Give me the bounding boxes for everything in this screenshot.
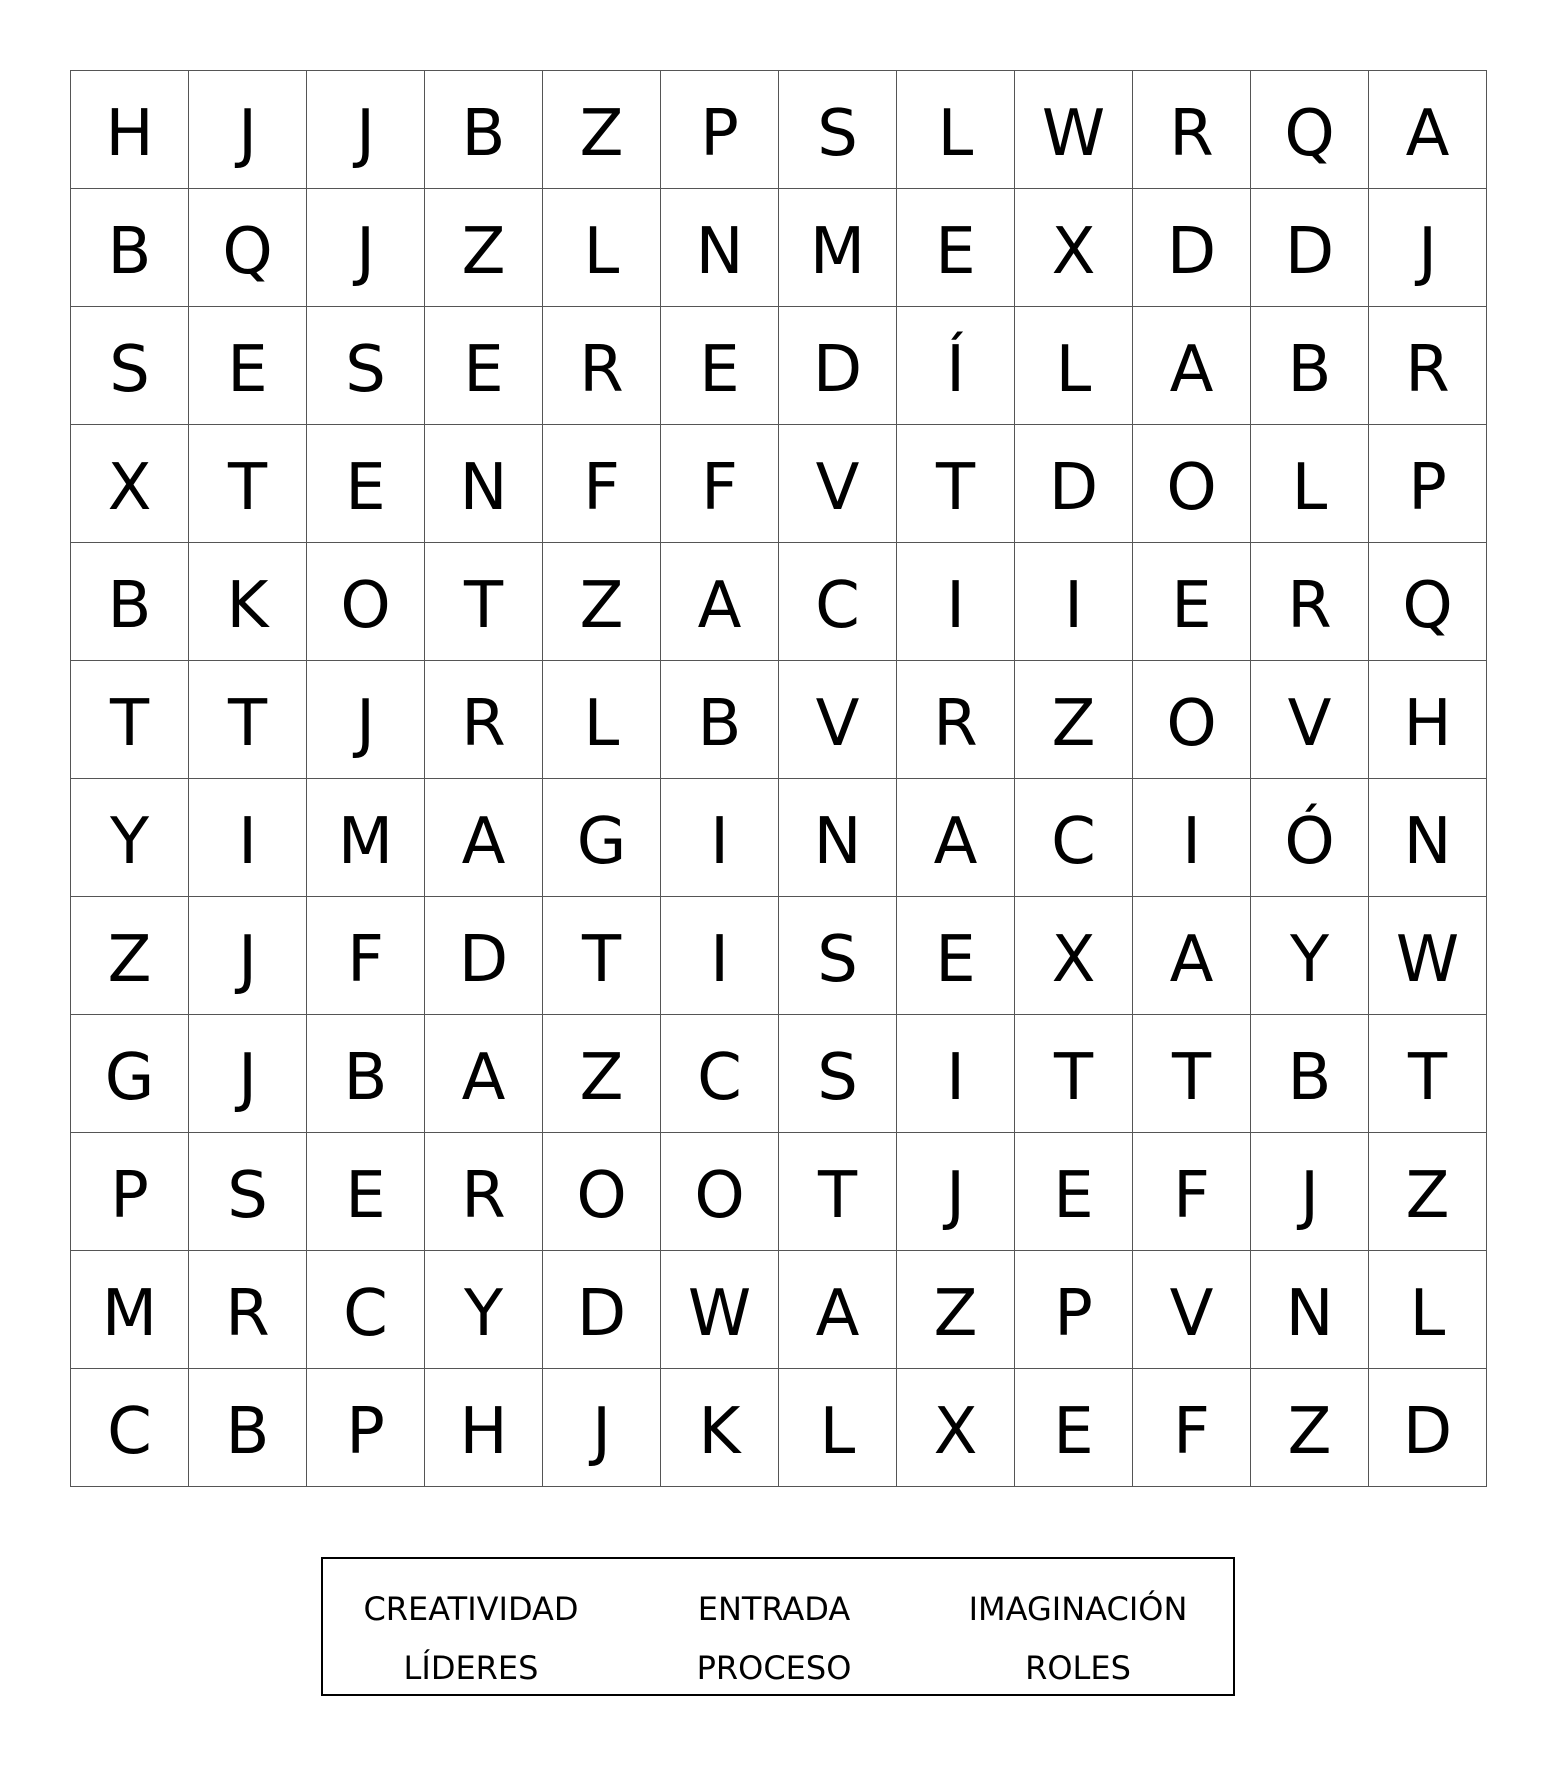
grid-cell-r5-c1[interactable]: B [71,543,189,661]
grid-cell-r6-c5[interactable]: L [543,661,661,779]
grid-cell-r4-c7[interactable]: V [779,425,897,543]
grid-cell-r5-c9[interactable]: I [1015,543,1133,661]
grid-cell-r12-c9[interactable]: E [1015,1369,1133,1487]
grid-cell-r10-c2[interactable]: S [189,1133,307,1251]
grid-cell-r2-c12[interactable]: J [1369,189,1487,307]
grid-cell-r1-c1[interactable]: H [71,71,189,189]
grid-cell-r8-c3[interactable]: F [307,897,425,1015]
grid-cell-r12-c12[interactable]: D [1369,1369,1487,1487]
grid-cell-r3-c1[interactable]: S [71,307,189,425]
grid-cell-r12-c3[interactable]: P [307,1369,425,1487]
word-list-item: ROLES [1025,1649,1131,1687]
grid-cell-r9-c12[interactable]: T [1369,1015,1487,1133]
grid-cell-r3-c5[interactable]: R [543,307,661,425]
grid-cell-r11-c12[interactable]: L [1369,1251,1487,1369]
grid-cell-r4-c3[interactable]: E [307,425,425,543]
grid-cell-r8-c1[interactable]: Z [71,897,189,1015]
grid-cell-r1-c9[interactable]: W [1015,71,1133,189]
grid-cell-r8-c12[interactable]: W [1369,897,1487,1015]
grid-cell-r12-c5[interactable]: J [543,1369,661,1487]
grid-cell-r8-c10[interactable]: A [1133,897,1251,1015]
grid-cell-r6-c8[interactable]: R [897,661,1015,779]
grid-cell-r4-c5[interactable]: F [543,425,661,543]
word-list-item: ENTRADA [697,1590,851,1628]
grid-cell-r5-c5[interactable]: Z [543,543,661,661]
grid-cell-r7-c7[interactable]: N [779,779,897,897]
grid-cell-r2-c3[interactable]: J [307,189,425,307]
grid-cell-r4-c12[interactable]: P [1369,425,1487,543]
grid-cell-r4-c11[interactable]: L [1251,425,1369,543]
grid-cell-r9-c7[interactable]: S [779,1015,897,1133]
grid-cell-r11-c1[interactable]: M [71,1251,189,1369]
grid-cell-r3-c3[interactable]: S [307,307,425,425]
grid-cell-r2-c1[interactable]: B [71,189,189,307]
grid-cell-r6-c11[interactable]: V [1251,661,1369,779]
grid-cell-r5-c10[interactable]: E [1133,543,1251,661]
grid-cell-r8-c8[interactable]: E [897,897,1015,1015]
grid-cell-r10-c5[interactable]: O [543,1133,661,1251]
grid-cell-r6-c7[interactable]: V [779,661,897,779]
grid-cell-r6-c6[interactable]: B [661,661,779,779]
grid-cell-r6-c3[interactable]: J [307,661,425,779]
grid-cell-r9-c3[interactable]: B [307,1015,425,1133]
word-list-box [321,1557,1235,1696]
grid-cell-r7-c11[interactable]: Ó [1251,779,1369,897]
grid-cell-r7-c4[interactable]: A [425,779,543,897]
grid-cell-r1-c10[interactable]: R [1133,71,1251,189]
grid-cell-r7-c10[interactable]: I [1133,779,1251,897]
grid-cell-r12-c11[interactable]: Z [1251,1369,1369,1487]
word-list-item: IMAGINACIÓN [968,1590,1188,1628]
grid-cell-r7-c1[interactable]: Y [71,779,189,897]
grid-cell-r11-c5[interactable]: D [543,1251,661,1369]
grid-cell-r9-c2[interactable]: J [189,1015,307,1133]
grid-cell-r1-c2[interactable]: J [189,71,307,189]
grid-cell-r10-c8[interactable]: J [897,1133,1015,1251]
grid-cell-r6-c12[interactable]: H [1369,661,1487,779]
grid-cell-r11-c10[interactable]: V [1133,1251,1251,1369]
grid-cell-r8-c6[interactable]: I [661,897,779,1015]
grid-cell-r2-c8[interactable]: E [897,189,1015,307]
grid-cell-r4-c9[interactable]: D [1015,425,1133,543]
grid-cell-r2-c10[interactable]: D [1133,189,1251,307]
grid-cell-r5-c4[interactable]: T [425,543,543,661]
grid-cell-r12-c8[interactable]: X [897,1369,1015,1487]
grid-cell-r1-c4[interactable]: B [425,71,543,189]
grid-cell-r12-c7[interactable]: L [779,1369,897,1487]
grid-cell-r8-c9[interactable]: X [1015,897,1133,1015]
grid-cell-r10-c12[interactable]: Z [1369,1133,1487,1251]
grid-cell-r7-c3[interactable]: M [307,779,425,897]
grid-cell-r9-c9[interactable]: T [1015,1015,1133,1133]
word-search-grid [70,70,1487,1487]
grid-cell-r3-c10[interactable]: A [1133,307,1251,425]
grid-cell-r1-c7[interactable]: S [779,71,897,189]
grid-cell-r2-c7[interactable]: M [779,189,897,307]
word-list-item: LÍDERES [403,1649,539,1687]
grid-cell-r10-c10[interactable]: F [1133,1133,1251,1251]
grid-cell-r9-c6[interactable]: C [661,1015,779,1133]
grid-cell-r4-c10[interactable]: O [1133,425,1251,543]
grid-cell-r9-c1[interactable]: G [71,1015,189,1133]
grid-cell-r10-c9[interactable]: E [1015,1133,1133,1251]
grid-cell-r3-c11[interactable]: B [1251,307,1369,425]
grid-cell-r11-c3[interactable]: C [307,1251,425,1369]
grid-cell-r1-c8[interactable]: L [897,71,1015,189]
grid-cell-r7-c6[interactable]: I [661,779,779,897]
grid-cell-r2-c4[interactable]: Z [425,189,543,307]
grid-cell-r6-c9[interactable]: Z [1015,661,1133,779]
grid-cell-r2-c9[interactable]: X [1015,189,1133,307]
grid-cell-r8-c11[interactable]: Y [1251,897,1369,1015]
grid-cell-r2-c6[interactable]: N [661,189,779,307]
grid-cell-r5-c8[interactable]: I [897,543,1015,661]
grid-cell-r6-c2[interactable]: T [189,661,307,779]
grid-cell-r12-c10[interactable]: F [1133,1369,1251,1487]
grid-cell-r4-c8[interactable]: T [897,425,1015,543]
grid-cell-r12-c2[interactable]: B [189,1369,307,1487]
grid-cell-r4-c4[interactable]: N [425,425,543,543]
grid-cell-r2-c11[interactable]: D [1251,189,1369,307]
word-list-item: PROCESO [696,1649,852,1687]
grid-cell-r5-c3[interactable]: O [307,543,425,661]
grid-cell-r9-c10[interactable]: T [1133,1015,1251,1133]
grid-cell-r10-c6[interactable]: O [661,1133,779,1251]
grid-cell-r9-c11[interactable]: B [1251,1015,1369,1133]
grid-cell-r5-c12[interactable]: Q [1369,543,1487,661]
grid-cell-r11-c4[interactable]: Y [425,1251,543,1369]
grid-cell-r10-c4[interactable]: R [425,1133,543,1251]
grid-cell-r2-c5[interactable]: L [543,189,661,307]
grid-cell-r11-c2[interactable]: R [189,1251,307,1369]
grid-cell-r1-c3[interactable]: J [307,71,425,189]
grid-cell-r9-c4[interactable]: A [425,1015,543,1133]
grid-cell-r8-c4[interactable]: D [425,897,543,1015]
grid-cell-r8-c7[interactable]: S [779,897,897,1015]
grid-cell-r5-c2[interactable]: K [189,543,307,661]
grid-cell-r3-c12[interactable]: R [1369,307,1487,425]
grid-cell-r6-c4[interactable]: R [425,661,543,779]
grid-cell-r3-c6[interactable]: E [661,307,779,425]
grid-cell-r9-c8[interactable]: I [897,1015,1015,1133]
grid-cell-r7-c12[interactable]: N [1369,779,1487,897]
grid-cell-r3-c2[interactable]: E [189,307,307,425]
grid-cell-r5-c6[interactable]: A [661,543,779,661]
grid-cell-r10-c3[interactable]: E [307,1133,425,1251]
grid-cell-r7-c5[interactable]: G [543,779,661,897]
grid-cell-r4-c2[interactable]: T [189,425,307,543]
grid-cell-r3-c8[interactable]: Í [897,307,1015,425]
grid-cell-r11-c11[interactable]: N [1251,1251,1369,1369]
grid-cell-r12-c1[interactable]: C [71,1369,189,1487]
grid-cell-r1-c6[interactable]: P [661,71,779,189]
grid-cell-r11-c9[interactable]: P [1015,1251,1133,1369]
grid-cell-r8-c2[interactable]: J [189,897,307,1015]
grid-cell-r11-c8[interactable]: Z [897,1251,1015,1369]
grid-cell-r5-c11[interactable]: R [1251,543,1369,661]
grid-cell-r11-c7[interactable]: A [779,1251,897,1369]
grid-cell-r9-c5[interactable]: Z [543,1015,661,1133]
grid-cell-r1-c11[interactable]: Q [1251,71,1369,189]
grid-cell-r1-c12[interactable]: A [1369,71,1487,189]
grid-cell-r6-c10[interactable]: O [1133,661,1251,779]
grid-cell-r7-c2[interactable]: I [189,779,307,897]
grid-cell-r3-c7[interactable]: D [779,307,897,425]
grid-cell-r7-c9[interactable]: C [1015,779,1133,897]
grid-cell-r3-c9[interactable]: L [1015,307,1133,425]
grid-cell-r1-c5[interactable]: Z [543,71,661,189]
grid-cell-r3-c4[interactable]: E [425,307,543,425]
grid-cell-r10-c7[interactable]: T [779,1133,897,1251]
grid-cell-r2-c2[interactable]: Q [189,189,307,307]
grid-cell-r12-c6[interactable]: K [661,1369,779,1487]
grid-cell-r7-c8[interactable]: A [897,779,1015,897]
grid-cell-r5-c7[interactable]: C [779,543,897,661]
grid-cell-r12-c4[interactable]: H [425,1369,543,1487]
grid-cell-r11-c6[interactable]: W [661,1251,779,1369]
grid-cell-r8-c5[interactable]: T [543,897,661,1015]
word-list-item: CREATIVIDAD [363,1590,579,1628]
grid-cell-r4-c6[interactable]: F [661,425,779,543]
grid-cell-r4-c1[interactable]: X [71,425,189,543]
grid-cell-r10-c1[interactable]: P [71,1133,189,1251]
grid-cell-r6-c1[interactable]: T [71,661,189,779]
grid-cell-r10-c11[interactable]: J [1251,1133,1369,1251]
